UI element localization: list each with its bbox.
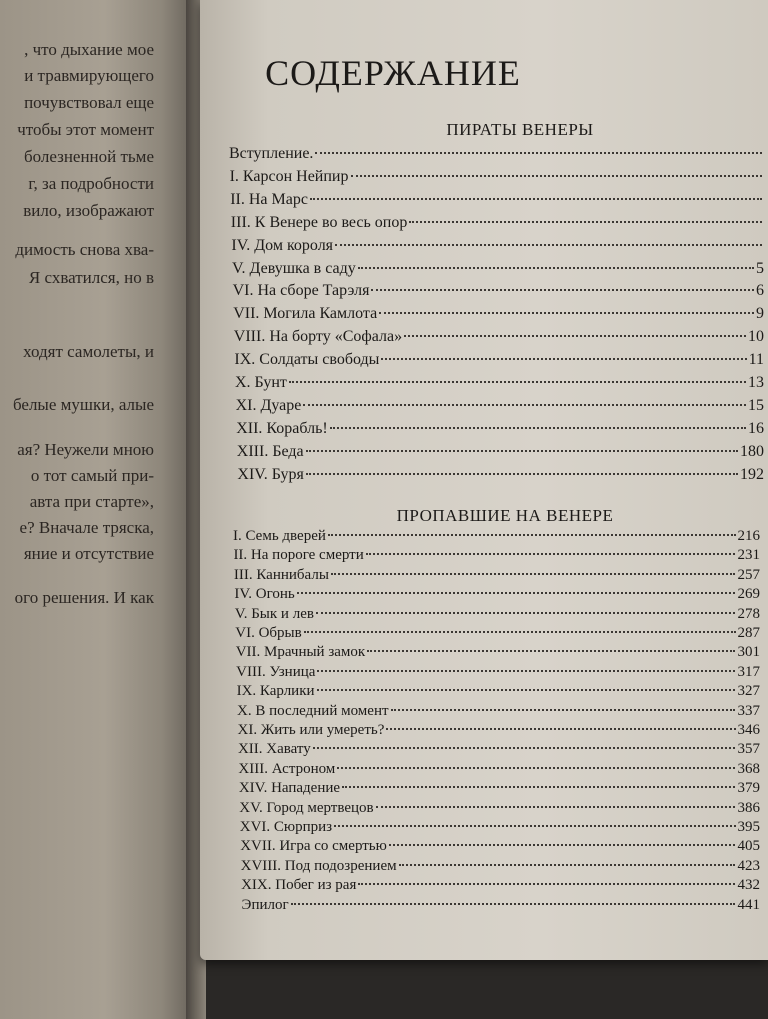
toc-leader-dots	[404, 335, 746, 337]
left-page-line: ая? Неужели мною	[17, 440, 154, 459]
toc-entry	[231, 214, 764, 232]
toc-entry-title: XVI. Сюрприз	[239, 819, 333, 835]
toc-leader-dots	[317, 689, 736, 691]
toc-entry-page-number: 13	[748, 374, 764, 391]
toc-entry-title: XIII. Астроном	[238, 760, 336, 777]
toc-entry	[232, 260, 764, 278]
toc-leader-dots	[391, 709, 736, 711]
toc-entry	[237, 443, 764, 461]
toc-entry	[233, 547, 760, 564]
toc-entry-title: XI. Жить или умереть?	[237, 722, 385, 738]
toc-entry	[233, 282, 764, 300]
toc-entry	[229, 145, 764, 163]
toc-entry-page-number: 317	[737, 663, 760, 680]
toc-entry-title: XV. Город мертвецов	[239, 799, 374, 816]
toc-entry-title: VIII. На борту «Софала»	[233, 328, 403, 346]
toc-leader-dots	[306, 450, 738, 452]
toc-entry	[241, 858, 760, 875]
left-page-line: авта при старте»,	[29, 492, 154, 511]
toc-entry-page-number: 192	[739, 465, 764, 483]
toc-entry-page-number: 180	[739, 442, 764, 460]
toc-entry-page-number: 386	[737, 799, 760, 816]
toc-entry-title: XIX. Побег из рая	[241, 877, 357, 894]
left-page-line: яние и отсутствие	[23, 544, 154, 563]
toc-entry-title: II. На пороге смерти	[233, 547, 364, 564]
toc-entry-page-number: 257	[737, 566, 760, 583]
left-page-line: ого решения. И как	[14, 588, 154, 607]
toc-entry-title: XII. Хавату	[237, 741, 311, 758]
toc-entry	[236, 420, 764, 438]
toc-entry	[235, 625, 760, 642]
page-title: СОДЕРЖАНИЕ	[265, 53, 521, 93]
toc-leader-dots	[379, 312, 754, 314]
toc-entry-page-number: 368	[737, 760, 760, 777]
toc-entry-title: XI. Дуаре	[235, 396, 302, 414]
toc-entry-title: IX. Карлики	[236, 683, 315, 700]
toc-leader-dots	[342, 786, 735, 788]
toc-entry-page-number: 379	[737, 780, 760, 797]
toc-entry-page-number: 441	[737, 896, 760, 913]
part-title: ПИРАТЫ ВЕНЕРЫ	[446, 120, 594, 139]
toc-leader-dots	[337, 767, 735, 769]
left-page-line: болезненной тьме	[23, 147, 154, 166]
left-page-line: ходят самолеты, и	[23, 342, 154, 361]
toc-entry-page-number: 16	[747, 419, 764, 437]
left-page-line: чтобы этот момент	[17, 120, 154, 139]
toc-entry	[230, 191, 764, 209]
toc-entry-title: Эпилог	[241, 896, 289, 913]
toc-entry	[234, 586, 760, 603]
toc-entry	[231, 237, 764, 255]
toc-entry	[240, 819, 760, 836]
toc-entry-title: XVIII. Под подозрением	[240, 857, 397, 874]
toc-leader-dots	[297, 592, 736, 594]
toc-entry	[234, 567, 760, 584]
left-page-line: о тот самый при-	[30, 466, 154, 485]
toc-leader-dots	[358, 883, 735, 885]
toc-leader-dots	[303, 404, 746, 406]
toc-entry	[240, 838, 760, 855]
toc-leader-dots	[310, 198, 762, 200]
toc-entry	[241, 877, 760, 894]
toc-leader-dots	[371, 289, 754, 291]
toc-entry	[237, 703, 760, 720]
toc-entry	[236, 664, 760, 681]
toc-leader-dots	[409, 221, 762, 223]
toc-entry-title: X. В последний момент	[237, 702, 389, 719]
toc-entry	[234, 351, 764, 369]
toc-entry-title: I. Карсон Нейпир	[229, 167, 349, 185]
toc-entry-title: VI. На сборе Тарэля	[232, 282, 370, 300]
toc-entry	[234, 328, 764, 346]
toc-entry-page-number: 301	[737, 644, 760, 661]
toc-entry-title: III. Каннибалы	[233, 566, 329, 583]
toc-leader-dots	[358, 267, 754, 269]
toc-entry-page-number: 346	[737, 722, 760, 738]
toc-entry-title: XIV. Нападение	[238, 780, 341, 797]
toc-entry-page-number: 423	[737, 857, 760, 874]
toc-entry	[233, 305, 764, 323]
toc-leader-dots	[335, 244, 762, 246]
toc-entry-page-number: 269	[737, 586, 760, 603]
toc-entry-title: VI. Обрыв	[235, 625, 302, 641]
toc-leader-dots	[306, 473, 738, 475]
toc-entry-page-number: 357	[737, 741, 760, 758]
toc-leader-dots	[389, 844, 736, 846]
left-page-line: белые мушки, алые	[12, 395, 154, 414]
toc-entry-title: XIII. Беда	[236, 442, 304, 460]
left-page-line: Я схватился, но в	[28, 268, 154, 287]
toc-entry-page-number: 432	[737, 877, 760, 894]
toc-entry-page-number: 278	[737, 605, 760, 622]
toc-leader-dots	[330, 427, 746, 429]
toc-entry	[238, 741, 760, 758]
toc-entry-title: XII. Корабль!	[236, 419, 328, 437]
toc-entry-page-number: 337	[737, 702, 760, 719]
toc-leader-dots	[328, 534, 736, 536]
left-page-line: и травмирующего	[24, 66, 154, 85]
toc-leader-dots	[304, 631, 736, 633]
toc-entry	[236, 644, 760, 661]
toc-entry	[239, 780, 760, 797]
toc-entry-title: III. К Венере во весь опор	[230, 213, 408, 231]
toc-leader-dots	[291, 903, 736, 905]
toc-entry	[236, 397, 764, 415]
toc-entry-title: XVII. Игра со смертью	[240, 838, 387, 855]
toc-entry-page-number: 216	[737, 528, 760, 544]
toc-entry	[242, 897, 760, 914]
toc-leader-dots	[334, 825, 735, 827]
toc-entry-title: VII. Могила Камлота	[233, 305, 378, 323]
toc-leader-dots	[376, 806, 736, 808]
toc-entry-title: VII. Мрачный замок	[235, 644, 366, 661]
toc-entry-title: X. Бунт	[235, 374, 287, 391]
part-title: ПРОПАВШИЕ НА ВЕНЕРЕ	[396, 506, 614, 525]
toc-entry	[238, 761, 760, 778]
toc-entry-title: II. На Марс	[230, 190, 308, 208]
toc-leader-dots	[367, 650, 735, 652]
toc-leader-dots	[351, 175, 762, 177]
toc-entry-title: XIV. Буря	[237, 465, 304, 483]
toc-leader-dots	[316, 612, 736, 614]
toc-entry-page-number: 5	[756, 259, 764, 277]
toc-entry	[235, 606, 760, 623]
toc-leader-dots	[317, 670, 735, 672]
toc-entry-title: V. Девушка в саду	[232, 259, 356, 277]
toc-leader-dots	[381, 358, 746, 360]
toc-leader-dots	[399, 864, 736, 866]
left-page-line: е? Вначале тряска,	[19, 518, 154, 537]
toc-entry-title: I. Семь дверей	[233, 528, 326, 544]
toc-entry-title: VIII. Узница	[236, 663, 316, 680]
toc-leader-dots	[366, 553, 736, 555]
toc-leader-dots	[386, 728, 735, 730]
toc-entry-page-number: 395	[737, 819, 760, 835]
toc-entry-page-number: 10	[747, 328, 764, 346]
toc-entry-page-number: 11	[748, 351, 764, 369]
toc-entry	[230, 168, 764, 186]
toc-entry	[235, 374, 764, 392]
toc-entry-page-number: 405	[737, 838, 760, 855]
left-page-line: почувствовал еще	[24, 93, 154, 112]
toc-entry	[237, 466, 764, 484]
toc-entry-page-number: 231	[737, 547, 760, 564]
toc-entry-page-number: 9	[755, 305, 764, 323]
toc-entry-title: IV. Огонь	[234, 586, 295, 603]
toc-entry	[237, 683, 760, 700]
toc-leader-dots	[313, 747, 736, 749]
left-page-line: вило, изображают	[23, 201, 154, 220]
toc-entry-title: IX. Солдаты свободы	[234, 351, 380, 369]
toc-leader-dots	[315, 152, 762, 154]
toc-entry-title: IV. Дом короля	[231, 236, 334, 254]
left-page-line: г, за подробности	[28, 174, 154, 193]
toc-entry	[233, 528, 760, 545]
toc-entry-title: V. Бык и лев	[234, 605, 314, 622]
toc-entry	[238, 722, 761, 739]
left-page-line: димость снова хва-	[15, 240, 154, 259]
toc-entry-page-number: 287	[737, 625, 760, 641]
toc-entry-page-number: 15	[747, 396, 764, 414]
toc-leader-dots	[289, 381, 746, 383]
toc-entry	[239, 800, 760, 817]
toc-entry-page-number: 327	[737, 683, 760, 700]
toc-entry-title: Вступление.	[229, 145, 314, 162]
left-page-line: , что дыхание мое	[24, 40, 154, 59]
toc-entry-page-number: 6	[755, 282, 764, 300]
toc-leader-dots	[331, 573, 736, 575]
